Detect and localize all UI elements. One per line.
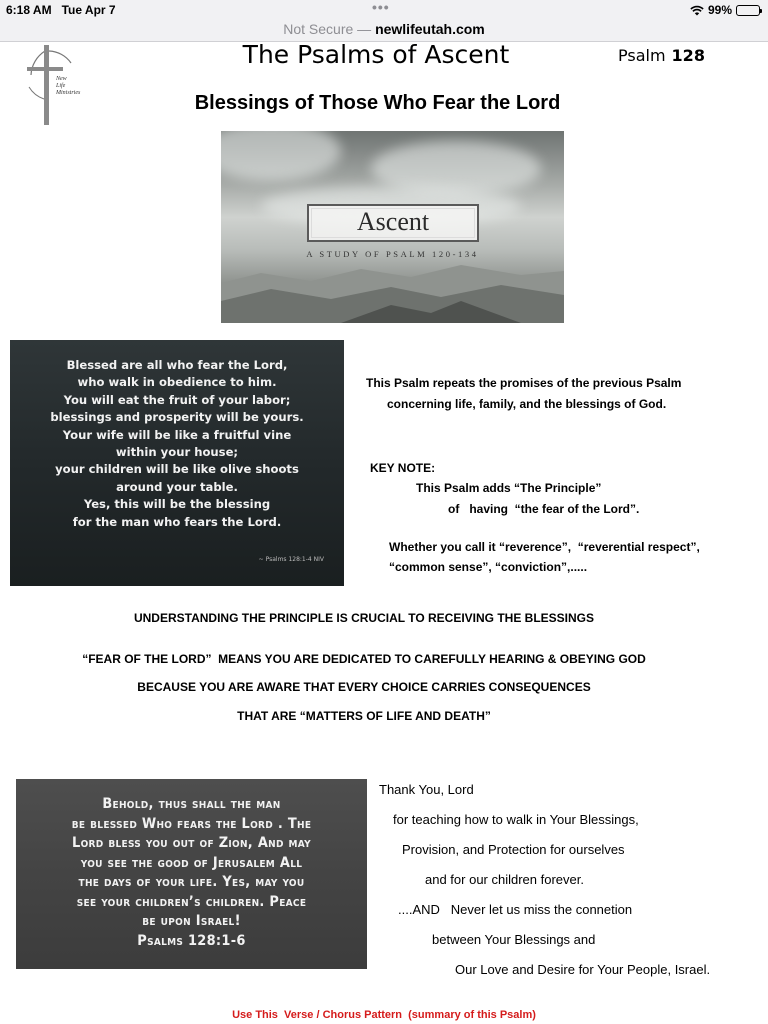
principle-line-1: UNDERSTANDING THE PRINCIPLE IS CRUCIAL TO RECEIVING THE BLESSINGS (133, 611, 595, 625)
prayer-line-1: Thank You, Lord (379, 782, 474, 797)
footer-note: Use This Verse / Chorus Pattern (summary of this Psalm) (232, 1009, 536, 1021)
key-note-line-1: This Psalm adds “The Principle” (416, 481, 602, 495)
logo-line-new: New (56, 76, 67, 82)
battery-icon (736, 5, 760, 16)
principle-line-2: “FEAR OF THE LORD” MEANS YOU ARE DEDICATED TO CAREFULLY HEARING & OBEYING GOD (82, 652, 646, 666)
status-clock: 6:18 AM (6, 3, 52, 17)
key-note-line-4: “common sense”, “conviction”,..... (389, 560, 588, 574)
logo-line-life: Life (56, 83, 66, 89)
address-bar[interactable] (0, 20, 768, 42)
intro-line-1: This Psalm repeats the promises of the previous Psalm (366, 376, 682, 390)
hero-title: Ascent (356, 207, 430, 236)
prayer-line-6: between Your Blessings and (432, 932, 596, 947)
status-time (6, 3, 116, 17)
psalm-reference (618, 46, 705, 65)
verse-image-psalm-128-niv (10, 340, 344, 586)
key-note-line-3: Whether you call it “reverence”, “reverential respect”, (389, 540, 700, 554)
verse-citation: ~ Psalms 128:1-4 NIV (258, 556, 324, 563)
prayer-line-5: ....AND Never let us miss the connetion (398, 902, 633, 917)
status-bar (0, 0, 768, 20)
prayer-line-2: for teaching how to walk in Your Blessings, (393, 812, 639, 827)
verse-text: Behold, thus shall the man be blessed Who fears the Lord . The Lord bless you out of Zion, And may you see the good of Jerusalem All the days of your life. Yes, may you see your children’s children. Peace be upon Israel! Psalms 128:1-6 (71, 796, 312, 949)
cloud-shape (221, 131, 341, 181)
psalm-number: 128 (671, 46, 705, 65)
key-note-label: KEY NOTE: (370, 461, 436, 475)
psalm-label: Psalm (618, 46, 666, 65)
prayer-line-3: Provision, and Protection for ourselves (402, 842, 625, 857)
prayer-line-7: Our Love and Desire for Your People, Israel. (455, 962, 711, 977)
url-domain: newlifeutah.com (375, 21, 485, 37)
hero-subtitle: A STUDY OF PSALM 120-134 (306, 249, 479, 259)
intro-line-2: concerning life, family, and the blessings of God. (387, 397, 667, 411)
multitasking-dots-icon[interactable]: ••• (372, 0, 390, 15)
principle-line-3: BECAUSE YOU ARE AWARE THAT EVERY CHOICE CARRIES CONSEQUENCES (137, 680, 591, 694)
principle-line-4: THAT ARE “MATTERS OF LIFE AND DEATH” (237, 709, 491, 723)
key-note-line-2: of having “the fear of the Lord”. (448, 502, 640, 516)
hero-title-box (307, 204, 479, 242)
status-date: Tue Apr 7 (61, 3, 116, 17)
page-subtitle: Blessings of Those Who Fear the Lord (194, 92, 561, 114)
verse-text: Blessed are all who fear the Lord, who walk in obedience to him. You will eat the fruit of your labor; blessings and prosperity will be yours. Your wife will be like a fruitful vine within your house; your children will be like olive shoots around your table. Yes, this will be the blessing for the man who fears the Lord. (50, 358, 304, 529)
ascent-hero-image (221, 131, 564, 323)
wifi-icon (690, 5, 704, 16)
not-secure-label: Not Secure — (283, 21, 376, 37)
status-right (690, 3, 760, 17)
logo-line-ministries: Ministries (56, 90, 81, 96)
page-title: The Psalms of Ascent (242, 40, 510, 69)
logo-text (56, 76, 80, 97)
prayer-line-4: and for our children forever. (425, 872, 584, 887)
verse-image-psalm-128-kjv (16, 779, 367, 969)
battery-percent: 99% (707, 3, 732, 17)
